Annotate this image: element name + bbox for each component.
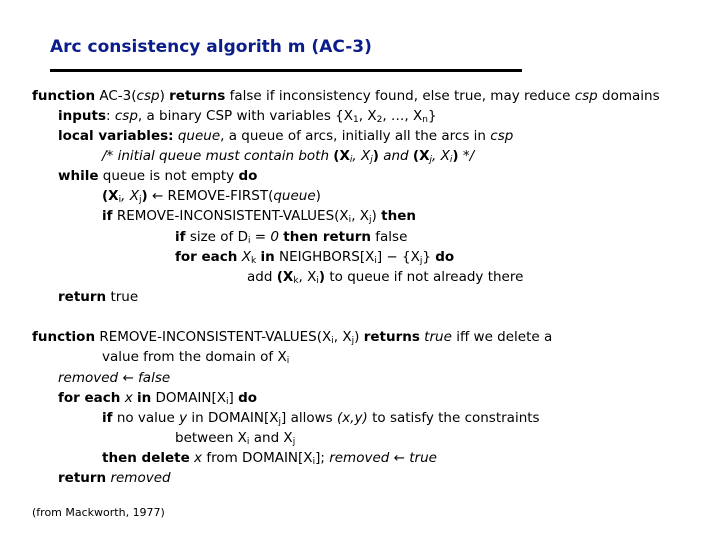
arg: csp [490,128,514,144]
text: no value [116,410,175,426]
riv-line-1 [32,329,552,345]
text: : [106,108,111,124]
var: removed [58,370,119,386]
function-name: REMOVE-INCONSISTENT-VALUES(X [99,329,332,345]
text: to queue if not already there [329,269,524,285]
subscript: n [422,115,428,125]
keyword: do [435,249,455,265]
riv-line-3 [58,370,170,386]
text: , X [333,329,352,345]
text: (X [333,148,350,164]
text: /* initial queue must contain both [102,148,334,164]
text: (X [276,269,294,285]
text: , X [432,148,450,164]
text: ] − {X [376,249,420,265]
var: removed [329,450,390,466]
riv-line-7 [102,450,437,466]
text: add [247,269,273,285]
keyword: then [381,208,416,224]
ac3-line-8 [175,229,407,245]
text: true [110,289,139,305]
text: is not empty [149,168,235,184]
ac3-line-5 [58,168,257,184]
text: false [375,229,408,245]
riv-line-8 [58,470,171,486]
page-title: Arc consistency algorith m (AC-3) [50,37,372,57]
var: removed [110,470,171,486]
subscript: j [370,155,373,165]
text: size of D [189,229,248,245]
keyword: for each [175,249,238,265]
keyword: then delete [102,450,190,466]
subscript: j [292,437,296,447]
text: between X [175,430,247,446]
var: X [241,249,251,265]
riv-line-5 [102,410,540,426]
keyword: returns [363,329,420,345]
text: ] [228,390,234,406]
keyword: for each [58,390,121,406]
keyword: function [32,329,96,345]
source-citation: (from Mackworth, 1977) [32,506,165,519]
text: ) [315,188,321,204]
keyword: inputs [58,108,107,124]
text: (x,y) [336,410,368,426]
text: , …, X [382,108,423,124]
text: ) [354,329,360,345]
text: } [422,249,431,265]
subscript: i [226,397,229,407]
var: queue [273,188,316,204]
text: (X [102,188,119,204]
subscript: j [419,256,423,266]
subscript: 2 [376,115,383,125]
keyword: if [102,208,113,224]
arrow: ← [122,370,134,386]
title-underline [50,69,522,72]
text: ) [452,148,459,164]
riv-line-4 [58,390,257,406]
function-name: AC-3( [99,88,137,104]
text: and [378,148,413,164]
arg: csp [136,88,160,104]
subscript: 1 [353,115,359,125]
subscript: j [351,336,355,346]
var: queue [102,168,146,184]
ac3-line-11 [58,289,138,305]
text: , X [298,269,317,285]
arrow: ← [151,188,164,204]
text: false [138,370,171,386]
function-name: DOMAIN[X [155,390,227,406]
text: , X [351,208,370,224]
text: domains [602,88,660,104]
text: */ [458,148,475,164]
subscript: i [286,356,290,366]
subscript: i [118,195,122,205]
text: ) [371,208,377,224]
var: queue [177,128,221,144]
text: ) [372,148,379,164]
keyword: return [58,289,107,305]
ac3-line-7 [102,208,416,224]
text: , X [121,188,139,204]
ac3-line-10 [247,269,523,285]
text: false if inconsistency found, else true, may reduce [229,88,571,104]
text: from DOMAIN[X [206,450,313,466]
function-name: REMOVE-FIRST( [167,188,274,204]
subscript: i [331,336,334,346]
text: } [427,108,437,124]
keyword: in [136,390,152,406]
var: x [124,390,133,406]
text: true [424,329,452,345]
keyword: if [102,410,113,426]
keyword: if [175,229,186,245]
text: ) [318,269,326,285]
subscript: i [349,155,353,165]
arg: csp [574,88,598,104]
subscript: j [278,417,282,427]
text: value from the domain of X [102,349,287,365]
text: , a binary CSP with variables {X [137,108,354,124]
subscript: j [369,215,372,225]
text: in DOMAIN[X [191,410,279,426]
text: = 0 [254,229,279,245]
keyword: in [260,249,275,265]
ac3-line-1 [32,88,660,104]
keyword: do [238,168,258,184]
function-name: REMOVE-INCONSISTENT-VALUES(X [116,208,349,224]
keyword: function [32,88,96,104]
arrow: ← [393,450,405,466]
subscript: i [316,276,319,286]
arg: csp [114,108,138,124]
subscript: k [250,256,257,266]
function-name: NEIGHBORS[X [279,249,375,265]
keyword: local variables: [58,128,174,144]
text: ) [141,188,148,204]
text: (X [412,148,430,164]
riv-line-2 [102,349,289,365]
text: iff we delete a [456,329,553,345]
subscript: i [312,457,316,467]
subscript: i [348,215,352,225]
ac3-line-4-comment [102,148,474,164]
ac3-line-2 [58,108,437,124]
subscript: i [374,256,377,266]
riv-line-6 [175,430,295,446]
var: y [179,410,188,426]
text: true [409,450,437,466]
ac3-line-6 [102,188,321,204]
keyword: do [238,390,258,406]
text: ] allows [281,410,333,426]
keyword: then return [283,229,371,245]
keyword: while [58,168,99,184]
subscript: k [293,276,299,286]
subscript: j [138,195,142,205]
keyword: return [58,470,107,486]
subscript: i [247,236,251,246]
text: , X [352,148,371,164]
text: and X [253,430,293,446]
subscript: i [246,437,250,447]
text: ]; [315,450,325,466]
subscript: j [429,155,433,165]
text: to satisfy the constraints [372,410,540,426]
ac3-line-9 [175,249,454,265]
subscript: i [449,155,453,165]
text: , a queue of arcs, initially all the arcs in [220,128,486,144]
text: , X [358,108,377,124]
paren: ) [159,88,165,104]
ac3-line-3 [58,128,513,144]
var: x [194,450,203,466]
keyword: returns [169,88,226,104]
